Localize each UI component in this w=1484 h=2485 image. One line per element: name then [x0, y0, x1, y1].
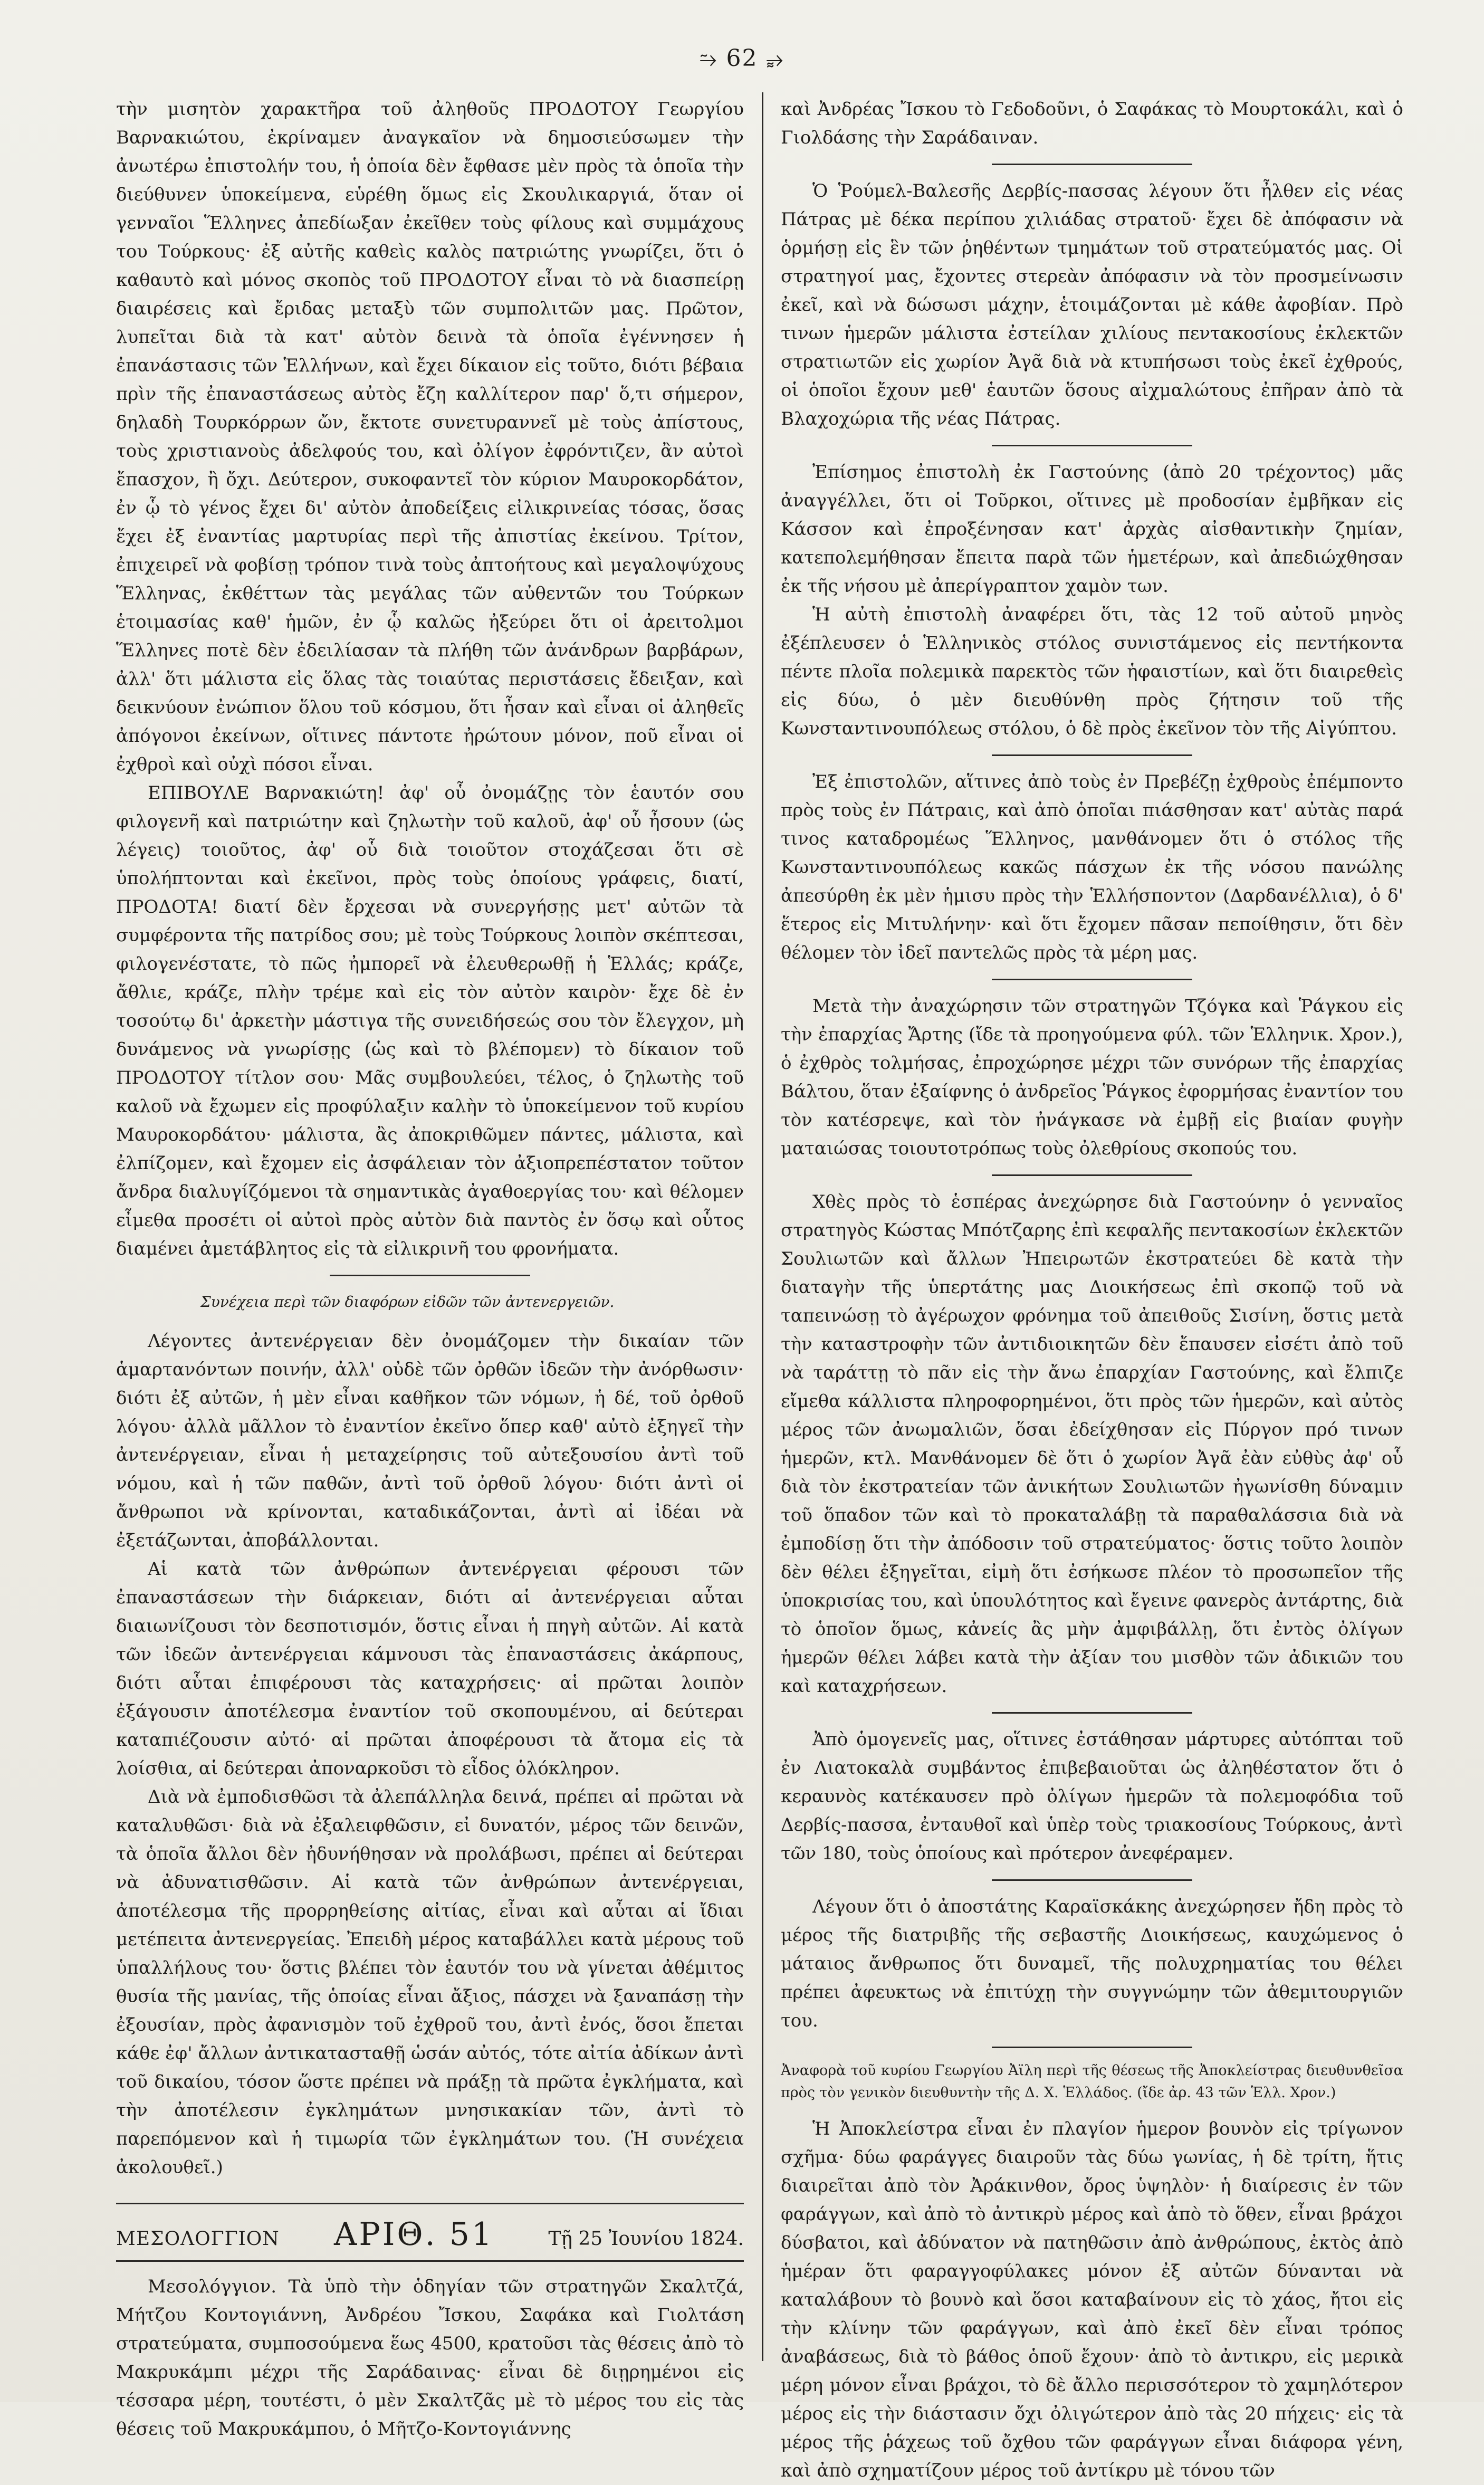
page-header [0, 45, 1484, 72]
section-rule [992, 1712, 1192, 1714]
section-rule [992, 445, 1192, 446]
article-paragraph: Ἡ αὐτὴ ἐπιστολὴ ἀναφέρει ὅτι, τὰς 12 τοῦ αὐτοῦ μηνὸς ἐξέπλευσεν ὁ Ἑλληνικὸς στόλος συνιστάμενος εἰς πεντήκοντα πέντε πλοῖα πολεμικὰ παρεκτὸς τῶν ἡφαιστίων, καὶ ὅτι διαιρεθεὶς εἰς δύω, ὁ μὲν διευθύνθη πρὸς ζήτησιν τοῦ τῆς Κωνσταντινουπόλεως στόλου, ὁ δὲ πρὸς ἐκεῖνον τὸν τῆς Αἰγύπτου. [781, 604, 1403, 739]
left-column [116, 95, 744, 2443]
page-number: 62 [726, 45, 758, 72]
issue-place: ΜΕΣΟΛΟΓΓΙΟΝ [116, 2228, 280, 2250]
article-paragraph: Ἀπὸ ὁμογενεῖς μας, οἵτινες ἐστάθησαν μάρτυρες αὐτόπται τοῦ ἐν Λιατοκαλὰ συμβάντος ἐπιβεβαιοῦται ὡς ἀληθέστατον ὅτι ὁ κεραυνὸς κατέκαυσεν πρὸ ὀλίγων ἡμερῶν τὰ πολεμοφόδια τοῦ Δερβίς-πασσα, ἐνταυθοῖ καὶ ὑπὲρ τοὺς τριακοσίους Τούρκους, ἀντὶ τῶν 180, τοὺς ὁποίους καὶ πρότερον ἀνεφέραμεν. [781, 1729, 1403, 1864]
article-paragraph: ΕΠΙΒΟΥΛΕ Βαρνακιώτη! ἀφ' οὗ ὀνομάζῃς τὸν ἑαυτόν σου φιλογενῆ καὶ πατριώτην καὶ ζηλωτὴν τοῦ καλοῦ, ἀφ' οὗ ἦσουν (ὡς λέγεις) τοιοῦτος, ἀφ' οὗ διὰ τοιοῦτον στοχάζεσαι ὅτι σὲ ὑπολήπτονται καὶ ἐκεῖνοι, πρὸς τοὺς ὁποίους γράφεις, διατί, ΠΡΟΔΟΤΑ! διατί δὲν ἔρχεσαι νὰ συνεργήσῃς μετ' αὐτῶν τὰ συμφέροντα τῆς πατρίδος σου; μὲ τοὺς Τούρκους λοιπὸν σκέπτεσαι, φιλογενέστατε, τὸ πῶς ἠμπορεῖ νὰ ἐλευθερωθῇ ἡ Ἑλλάς; κράζε, ἄθλιε, κράζε, πλὴν τρέμε καὶ εἰς τὸν αὐτὸν καιρὸν· ἔχε δὲ ἐν τοσούτῳ δι' ἀρκετὴν μάστιγα τῆς συνειδήσεώς σου τὸν ἔλεγχον, μὴ δυνάμενος νὰ γνωρίσῃς (ὡς καὶ τὸ βλέπομεν) τὸ δίκαιον τοῦ ΠΡΟΔΟΤΟΥ τίτλον σου· Μᾶς συμβουλεύει, τέλος, ὁ ζηλωτὴς τοῦ καλοῦ νὰ ἔχωμεν εἰς προφύλαξιν καλὴν τὸ ὑποκείμενον τοῦ κυρίου Μαυροκορδάτου· μάλιστα, ἂς ἀποκριθῶμεν πάντες, μάλιστα, καὶ ἐλπίζομεν, καὶ ἔχομεν εἰς ἀσφάλειαν τὸν ἀξιοπρεπέστατον τοῦτον ἄνδρα διαλυγίζόμενοι τὰ σημαντικὰς ἀγαθοεργίας του· καὶ θέλομεν εἶμεθα προσέτι οἱ αὐτοὶ πρὸς αὐτὸν διὰ παντὸς ἐν ὅσῳ καὶ οὗτος διαμένει ἀμετάβλητος εἰς τὰ εἰλικρινῆ του φρονήματα. [116, 782, 744, 1259]
section-rule [992, 1174, 1192, 1176]
section-rule [992, 979, 1192, 980]
article-paragraph: Διὰ νὰ ἐμποδισθῶσι τὰ ἀλεπάλληλα δεινά, πρέπει αἱ πρῶται νὰ καταλυθῶσι· διὰ νὰ ἐξαλειφθῶσιν, εἰ δυνατόν, μέρος τῶν δεινῶν, τὰ ὁποῖα ἄλλοι δὲν ἠδυνήθησαν νὰ προλάβωσι, πρέπει αἱ δεύτεραι νὰ ἀδυνατισθῶσιν. Αἱ κατὰ τῶν ἀνθρώπων ἀντενέργειαι, ἀποτέλεσμα τῆς προρρηθείσης αἰτίας, εἶναι καὶ αὗται αἱ ἴδιαι μετέπειτα ἀντενεργείας. Ἐπειδὴ μέρος καταβάλλει κατὰ μέρους τοῦ ὑπαλλήλους του· ὅστις βλέπει τὸν ἑαυτόν του νὰ γίνεται ἀθέμιτος θυσία τῆς μανίας, τῆς ὁποίας εἶναι ἄξιος, πάσχει νὰ ξαναπάσῃ τὴν ἐξουσίαν, πρὸς ἀφανισμὸν τοῦ ἐχθροῦ του, ἀντὶ ἐνός, ὅσοι ἔπεται κάθε ἐφ' ἄλλων ἀντικατασταθῇ ὡσάν αὐτός, τότε αἰτία ἀδίκων ἀντὶ τοῦ δικαίου, τόσον ὥστε πρέπει νὰ πράξῃ τὰ πρῶτα ἐγκλήματα, καὶ τὴν ἀποτέλεσιν ἐγκλημάτων μνησικακίαν τῶν, ἀντὶ τὸ παρεπόμενον καὶ ἡ τιμωρία τῶν ἐγκλημάτων του. (Ἡ συνέχεια ἀκολουθεῖ.) [116, 1786, 744, 2178]
report-heading: Ἀναφορὰ τοῦ κυρίου Γεωργίου Ἀϊλη περὶ τῆς θέσεως τῆς Ἀποκλείστρας διευθυνθεῖσα πρὸς τὸν γενικὸν διευθυντὴν τῆς Δ. Χ. Ἑλλάδος. (ἴδε ἀρ. 43 τῶν Ἑλλ. Χρον.) [781, 2062, 1403, 2101]
right-column [781, 95, 1403, 2485]
issue-header [116, 2203, 744, 2253]
article-paragraph: Αἱ κατὰ τῶν ἀνθρώπων ἀντενέργειαι φέρουσι τῶν ἐπαναστάσεων τὴν διάρκειαν, διότι αἱ ἀντενέργειαι αὗται διαιωνίζουσι τὸν δεσποτισμόν, ὅστις εἶναι ἡ πηγὴ αὐτῶν. Αἱ κατὰ τῶν ἰδεῶν ἀντενέργειαι κάμνουσι τὰς ἐπαναστάσεις ἀκάρπους, διότι αὗται ἐπιφέρουσι τὰς καταχρήσεις· αἱ πρῶται λοιπὸν ἐξάγουσιν ἀποτέλεσμα ἐναντίον τοῦ σκοπουμένου, αἱ δεύτεραι καταπιέζουσιν αὐτό· αἱ πρῶται ἀποφέρουσι τὰ ἄτομα εἰς τὰ λοίσθια, αἱ δεύτεραι ἀποναρκοῦσι τὸ εἶδος ὁλόκληρον. [116, 1559, 744, 1779]
section-rule [330, 1275, 530, 1276]
section-rule [992, 2047, 1192, 2048]
article-paragraph: τὴν μισητὸν χαρακτῆρα τοῦ ἀληθοῦς ΠΡΟΔΟΤΟΥ Γεωργίου Βαρνακιώτου, ἐκρίναμεν ἀναγκαῖον νὰ δημοσιεύσωμεν τὴν ἀνωτέρω ἐπιστολήν του, ἡ ὁποία δὲν ἔφθασε μὲν πρὸς τὰ ὁποῖα τὴν διεύθυνεν ὑποκείμενα, εὑρέθη ὅμως εἰς Σκουλικαργιά, ὅταν οἱ γενναῖοι Ἕλληνες ἀπεδίωξαν ἐκεῖθεν τοὺς φίλους καὶ συμμάχους του Τούρκους· ἐξ αὐτῆς καθεὶς καλὸς πατριώτης γνωρίζει, ὅτι ὁ καθαυτὸ καὶ μόνος σκοπὸς τοῦ ΠΡΟΔΟΤΟΥ εἶναι τὸ νὰ διασπείρῃ διαιρέσεις καὶ ἔριδας μεταξὺ τῶν συμπολιτῶν μας. Πρῶτον, λυπεῖται διὰ τὰ κατ' αὐτὸν δεινὰ τὰ ὁποῖα ἐγέννησεν ἡ ἐπανάστασις τῶν Ἑλλήνων, καὶ ἔχει δίκαιον εἰς τοῦτο, διότι βέβαια πρὶν τῆς ἐπαναστάσεως αὐτὸς ἔζη καλλίτερον παρ' ὅ,τι σήμερον, δηλαδὴ Τουρκόρρων ὤν, ἔκτοτε συνετυραννεῖ μὲ τοὺς ἀπίστους, τοὺς χριστιανοὺς ἀδελφούς του, καὶ ὀλίγον ἐφρόντιζεν, ἂν αὐτοὶ ἔπασχον, ἢ ὄχι. Δεύτερον, συκοφαντεῖ τὸν κύριον Μαυροκορδάτον, ἐν ᾧ τὸ γένος ἔχει δι' αὐτὸν ἀποδείξεις εἰλικρινείας τόσας, ὅσας ἔχει ἐξ ἐναντίας μαρτυρίας περὶ τῆς ἀπιστίας ἐκείνου. Τρίτον, ἐπιχειρεῖ νὰ φοβίσῃ τρόπον τινὰ τοὺς ἀπτοήτους καὶ μεγαλοψύχους Ἕλληνας, ἐκθέττων τὰς μεγάλας τῶν αὐθεντῶν του Τούρκων ἑτοιμασίας καθ' ἡμῶν, ἐν ᾧ καλῶς ἠξεύρει ὅτι οἱ ἀρειτολμοι Ἕλληνες ποτὲ δὲν ἐδειλίασαν τὰ πλήθη τῶν ἀνάνδρων βαρβάρων, ἀλλ' ὅτι μάλιστα εἰς ὅλας τὰς τοιαύτας περιστάσεις ἔδειξαν, καὶ δεικνύουν ἐνώπιον ὅλου τοῦ κόσμου, ὅτι ἦσαν καὶ εἶναι οἱ ἀληθεῖς ἀπόγονοι ἐκείνων, οἵτινες πάντοτε ἠρώτουν μόνον, ποῦ εἶναι οἱ ἐχθροὶ καὶ οὐχὶ πόσοι εἶναι. [116, 99, 744, 775]
article-paragraph: Χθὲς πρὸς τὸ ἑσπέρας ἀνεχώρησε διὰ Γαστούνην ὁ γενναῖος στρατηγὸς Κώστας Μπότζαρης ἐπὶ κεφαλῆς πεντακοσίων ἐκλεκτῶν Σουλιωτῶν καὶ ἄλλων Ἠπειρωτῶν ἐκστρατεύει δὲ κατὰ τὴν διαταγὴν τῆς ὑπερτάτης μας Διοικήσεως ἐπὶ σκοπῷ τοῦ νὰ ταπεινώσῃ τὸ ἀγέρωχον φρόνημα τοῦ ἀπειθοῦς Σισίνη, ὅστις μετὰ τὴν καταστροφὴν τῶν ἀντιδιοικητῶν δὲν ἔπαυσεν εἰσέτι ἀπὸ τοῦ νὰ ταράττῃ τὸ πᾶν εἰς τὴν ἄνω ἐπαρχίαν Γαστούνης, καὶ ἔλπιζε εἴμεθα κάλλιστα πληροφορημένοι, ὅτι πρὸς τῶν ἡμερῶν, καὶ αὐτὸς μέρος τῶν ἀνωμαλιῶν, ὅσαι ἐδείχθησαν εἰς Πύργον πρό τινων ἡμερῶν, κτλ. Μανθάνομεν δὲ ὅτι ὁ χωρίον Ἀγᾶ ἐὰν εὐθὺς ἀφ' οὗ διὰ τὸν ἐκστρατείαν τῶν ἀνικήτων Σουλιωτῶν ἠγωνίσθη δύναμιν τοῦ ὅπαδον τῶν καὶ τὸ προκαταλάβῃ τὰ παραθαλάσσια διὰ νὰ ἐμποδίσῃ ὅτι τὴν ἀπόδοσιν τοῦ στρατεύματος· ὅστις τοῦτο λοιπὸν δὲν θέλει ἐξηγεῖται, εἰμὴ ὅτι ἐσήκωσε πλέον τὸ προσωπεῖον τῆς ὑποκρισίας του, καὶ ὑπουλότητος καὶ ἔγεινε φανερὸς ἀντάρτης, διὰ τὸ ὁποῖον ὅμως, κἀνείς ἂς μὴν ἀμφιβάλλῃ, ὅτι ἐντὸς ὀλίγων ἡμερῶν θέλει λάβει κατὰ τὴν ἀξίαν του μισθὸν τῶν ἀδικιῶν του καὶ καταχρήσεων. [781, 1191, 1403, 1697]
article-paragraph: Λέγοντες ἀντενέργειαν δὲν ὀνομάζομεν τὴν δικαίαν τῶν ἁμαρτανόντων ποινήν, ἀλλ' οὐδὲ τῶν ὀρθῶν ἰδεῶν τὴν ἀνόρθωσιν· διότι ἐξ αὐτῶν, ἡ μὲν εἶναι καθῆκον τῶν νόμων, ἡ δέ, τοῦ ὀρθοῦ λόγου· ἀλλὰ μᾶλλον τὸ ἐναντίον ἐκεῖνο ὅπερ καθ' αὐτὸ ἐξηγεῖ τὴν ἀντενέργειαν, εἶναι ἡ μεταχείρησις τοῦ αὐτεξουσίου ἀντὶ τοῦ νόμου, καὶ ἡ τῶν παθῶν, ἀντὶ τοῦ ὀρθοῦ λόγου· διότι ἀντὶ οἱ ἄνθρωποι νὰ κρίνονται, καταδικάζονται, ἀντὶ αἱ ἰδέαι νὰ ἐξετάζωνται, ἀποβάλλονται. [116, 1331, 744, 1551]
issue-number: ΑΡΙΘ. 51 [334, 2216, 494, 2253]
article-paragraph: καὶ Ἀνδρέας Ἴσκου τὸ Γεδοδοῦνι, ὁ Σαφάκας τὸ Μουρτοκάλι, καὶ ὁ Γιολδάσης τὴν Σαράδαιναν. [781, 99, 1403, 148]
article-paragraph: Ἡ Ἀποκλείστρα εἶναι ἐν πλαγίον ἡμερον βουνὸν εἰς τρίγωνον σχῆμα· δύω φαράγγες διαιροῦν τὰς δύω γωνίας, ἡ δὲ τρίτη, ἥτις διαιρεῖται ἀπὸ τὸν Ἀράκινθον, ὄρος ὑψηλὸν· ἡ διαίρεσις ἐν τῶν φαράγγων, καὶ ἀπὸ τὸ ἀντικρὺ μέρος καὶ ἀπὸ τὸ ὅθεν, εἶναι βράχοι δύσβατοι, καὶ ἀδύνατον νὰ πατηθῶσιν ἀπὸ ἀνθρώπους, ἐκτὸς ἀπὸ ἡμέραν ὅτι φαραγγοφύλακες μόνον ἐξ αὐτῶν δύνανται νὰ καταλάβουν τὸ βουνὸ καὶ ὅσοι καταβαίνουν εἰς τὸ χάος, ἤτοι εἰς τὴν κλίνην τῶν φαράγγων, καὶ ἀπὸ ἐκεῖ δὲν εἶναι τρόπος ἀναβάσεως, διὰ τὸ βάθος ὁποῦ ἔχουν· ἀπὸ τὸ ἀντικρυ, εἰς μερικὰ μέρη μόνον εἶναι βράχοι, τὸ δὲ ἄλλο περισσότερον τὸ χαμηλότερον μέρος εἰς τὴν διάστασιν ὄχι ὀλιγώτερον ἀπὸ τὰς 20 πήχεις· εἰς τὰ μέρος τῆς ῥάχεως τοῦ ὄχθου τῶν φαράγγων εἶναι διάφορα γένη, καὶ ἀπὸ σχηματίζουν μέρος τοῦ ἀντίκρυ μὲ τόνου τῶν [781, 2118, 1403, 2481]
ornament-left-icon: ⥲ [700, 47, 718, 71]
column-divider [762, 92, 763, 2361]
section-subheading: Συνέχεια περὶ τῶν διαφόρων εἰδῶν τῶν ἀντενεργειῶν. [200, 1293, 615, 1311]
section-rule [992, 754, 1192, 756]
ornament-right-icon: ⥵ [766, 47, 784, 71]
issue-date: Τῇ 25 Ἰουνίου 1824. [548, 2228, 744, 2250]
section-rule [992, 1879, 1192, 1881]
article-paragraph: Μετὰ τὴν ἀναχώρησιν τῶν στρατηγῶν Τζόγκα καὶ Ῥάγκου εἰς τὴν ἐπαρχίας Ἄρτης (ἴδε τὰ προηγούμενα φύλ. τῶν Ἑλληνικ. Χρον.), ὁ ἐχθρὸς τολμήσας, ἐπροχώρησε μέχρι τῶν συνόρων τῆς ἐπαρχίας Βάλτου, ὅταν ἐξαίφνης ὁ ἀνδρεῖος Ῥάγκος ἐφορμήσας ἐναντίον του τὸν κατέσρεψε, καὶ τὸν ἠνάγκασε νὰ ἐμβῇ εἰς βιαίαν φυγὴν ματαιώσας τοιουτοτρόπως τοὺς ὀλεθρίους σκοπούς του. [781, 996, 1403, 1159]
article-paragraph: Ἐξ ἐπιστολῶν, αἵτινες ἀπὸ τοὺς ἐν Πρεβέζῃ ἐχθροὺς ἐπέμποντο πρὸς τοὺς ἐν Πάτραις, καὶ ἀπὸ ὁποῖαι πιάσθησαν κατ' αὐτὰς παρά τινος καταδρομέως Ἕλληνος, μανθάνομεν ὅτι ὁ στόλος τῆς Κωνσταντινουπόλεως κακῶς πάσχων ἐκ τῆς νόσου πανώλης ἀπεσύρθη ἐκ μὲν ἡμισυ πρὸς τὴν Ἑλλήσποντον (Δαρδανέλλια), ὁ δ' ἕτερος εἰς Μιτυλήνην· καὶ ὅτι ἔχομεν πᾶσαν πεποίθησιν, ὅτι δὲν θέλομεν τὸν ἰδεῖ παντελῶς πρὸς τὰ μέρη μας. [781, 771, 1403, 963]
article-paragraph: Μεσολόγγιον. Τὰ ὑπὸ τὴν ὁδηγίαν τῶν στρατηγῶν Σκαλτζά, Μήτζου Κοντογιάννη, Ἀνδρέου Ἴσκου, Σαφάκα καὶ Γιολτάση στρατεύματα, συμποσούμενα ἕως 4500, κρατοῦσι τὰς θέσεις ἀπὸ τὸ Μακρυκάμπι μέχρι τῆς Σαράδαινας· εἶναι δὲ διῃρημένοι εἰς τέσσαρα μέρη, τουτέστι, ὁ μὲν Σκαλτζᾶς μὲ τὸ μέρος του εἰς τὰς θέσεις τοῦ Μακρυκάμπου, ὁ Μῆτζο-Κοντογιάννης [116, 2276, 744, 2440]
section-rule [992, 164, 1192, 165]
article-paragraph: Ὁ Ῥούμελ-Βαλεσῆς Δερβίς-πασσας λέγουν ὅτι ἦλθεν εἰς νέας Πάτρας μὲ δέκα περίπου χιλιάδας στρατοῦ· ἔχει δὲ ἀπόφασιν νὰ ὁρμήσῃ εἰς ἓν τῶν ῥηθέντων τμημάτων τοῦ στρατεύματός μας. Οἱ στρατηγοί μας, ἔχοντες στερεὰν ἀπόφασιν νὰ τὸν προσμείνωσιν ἐκεῖ, καὶ νὰ δώσωσι μάχην, ἑτοιμάζονται μὲ κάθε ἀφοβίαν. Πρὸ τινων ἡμερῶν μάλιστα ἐστείλαν χιλίους πεντακοσίους ἐκλεκτῶν στρατιωτῶν εἰς χωρίον Ἀγᾶ διὰ νὰ κτυπήσωσι τοὺς ἐκεῖ ἐχθρούς, οἱ ὁποῖοι ἔχουν μεθ' ἑαυτῶν ὅσους αἰχμαλώτους ἐπῆραν ἀπὸ τὰ Βλαχοχώρια τῆς νέας Πάτρας. [781, 180, 1403, 429]
article-paragraph: Ἐπίσημος ἐπιστολὴ ἐκ Γαστούνης (ἀπὸ 20 τρέχοντος) μᾶς ἀναγγέλλει, ὅτι οἱ Τοῦρκοι, οἵτινες μὲ προδοσίαν ἐμβῆκαν εἰς Κάσσον καὶ ἐπροξένησαν κατ' ἀρχὰς αἰσθαντικὴν ζημίαν, κατεπολεμήθησαν ἔπειτα παρὰ τῶν ἡμετέρων, καὶ ἀπεδιώχθησαν ἐκ τῆς νήσου μὲ ἀπερίγραπτον χαμὸν των. [781, 462, 1403, 597]
article-paragraph: Λέγουν ὅτι ὁ ἀποστάτης Καραϊσκάκης ἀνεχώρησεν ἤδη πρὸς τὸ μέρος τῆς διατριβῆς τῆς σεβαστῆς Διοικήσεως, καυχώμενος ὁ μάταιος ἄνθρωπος ὅτι δυναμεῖ, τῆς πολυχρηματίας του θέλει πρέπει ἀφευκτως νὰ ἐπιτύχῃ τὴν συγγνώμην τῶν ἀθεμιτουργιῶν του. [781, 1896, 1403, 2031]
